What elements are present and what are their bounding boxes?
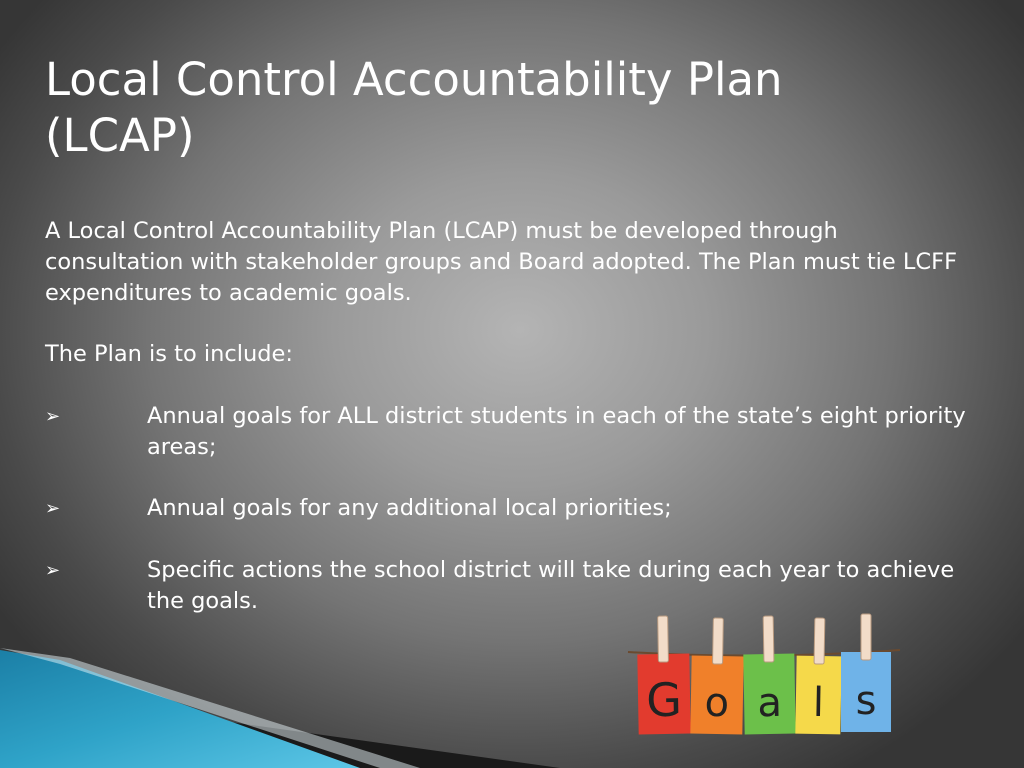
goals-card: [795, 618, 842, 735]
goals-card: [637, 616, 691, 735]
bullet-text: Specific actions the school district will take during each year to achieve the goals.: [147, 557, 955, 614]
clothespin-icon: [658, 616, 669, 662]
goals-card: [690, 618, 744, 735]
clothespin-icon: [763, 616, 774, 662]
goals-letter: l: [812, 679, 825, 727]
goals-letter: G: [645, 672, 683, 728]
arrow-bullet-icon: ➢: [45, 560, 61, 581]
clothespin-icon: [713, 618, 724, 664]
goals-letter: o: [704, 679, 730, 727]
intro-paragraph: A Local Control Accountability Plan (LCAP) must be developed through consultation with stakeholder groups and Board adopted. The Plan must tie LCFF expenditures to academic goals.: [45, 218, 958, 306]
clothespin-icon: [814, 618, 825, 664]
goals-card: [841, 614, 891, 732]
goals-letter: s: [855, 678, 877, 724]
bullet-text: Annual goals for any additional local priorities;: [147, 495, 672, 521]
slide-title: Local Control Accountability Plan (LCAP): [45, 53, 783, 162]
goals-card: [743, 616, 796, 735]
clothespin-icon: [861, 614, 871, 660]
plan-intro: The Plan is to include:: [45, 341, 293, 367]
bullet-text: Annual goals for ALL district students in each of the state’s eight priority areas;: [147, 403, 966, 460]
goals-letter: a: [756, 679, 783, 727]
arrow-bullet-icon: ➢: [45, 498, 61, 519]
arrow-bullet-icon: ➢: [45, 406, 61, 427]
